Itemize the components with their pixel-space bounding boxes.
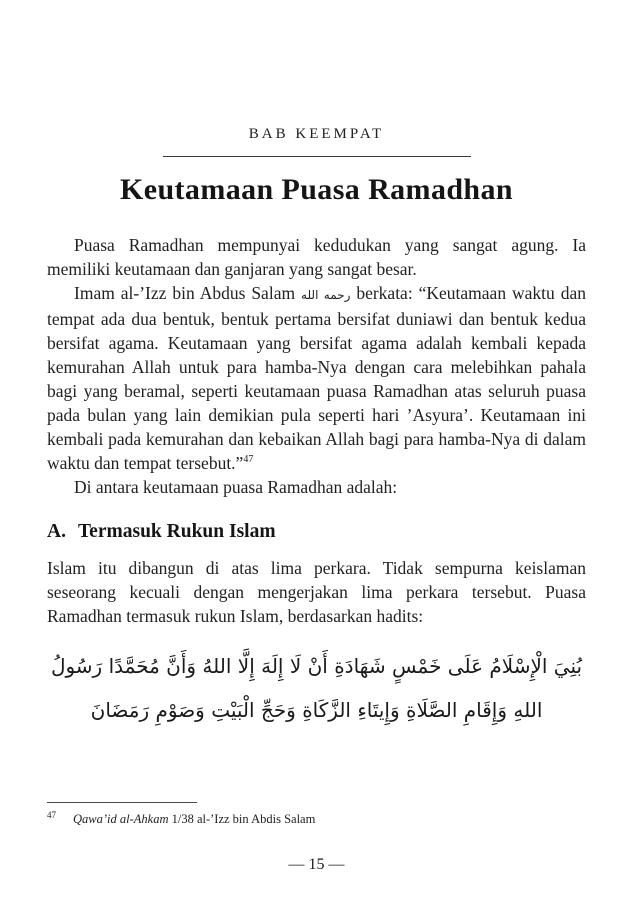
- section-letter: A.: [47, 521, 66, 542]
- chapter-divider-line: [163, 156, 471, 157]
- footnote-source-detail: 1/38 al-’Izz bin Abdis Salam: [168, 812, 316, 826]
- hadith-arabic-line-1: بُنِيَ الْإِسْلَامُ عَلَى خَمْسٍ شَهَادَةِ أَنْ لَا إِلَهَ إِلَّا اللهُ وَأَنَّ مُحَمَّدًا رَسُولُ: [50, 654, 583, 678]
- section-title: Termasuk Rukun Islam: [77, 521, 276, 542]
- paragraph-intro: Puasa Ramadhan mempunyai kedudukan yang sangat agung. Ia memiliki keutamaan dan ganjaran yang sangat besar.: [47, 235, 586, 279]
- page-footer: [47, 802, 586, 874]
- footnote-ref-marker: 47: [243, 454, 254, 466]
- paragraph-quote-text-body: berkata: “Keutamaan waktu dan tempat ada dua bentuk, bentuk pertama bersifat duniawi dan bentuk kedua bersifat agama. Keutamaan yang bersifat agama adalah kembali kepada kemurahan Allah untuk para hamba-Nya dengan cara melebihkan pahala bagi yang beramal, seperti keutamaan puasa Ramadhan atas seluruh puasa pada bulan yang lain demikian pula seperti hari ’Asyura’. Keutamaan ini kembali pada kemurahan dan kebaikan Allah bagi para hamba-Nya di dalam waktu dan tempat tersebut.”: [47, 283, 586, 473]
- footnote-source-title: Qawa’id al-Ahkam: [73, 812, 169, 826]
- page-number: — 15 —: [288, 856, 345, 873]
- footnote: [47, 811, 586, 828]
- rahimahullah-symbol: رحمه الله: [301, 288, 351, 302]
- hadith-arabic-text: [47, 644, 586, 732]
- section-heading: [47, 521, 586, 543]
- page-content: [47, 233, 586, 732]
- paragraph-lead-in: Di antara keutamaan puasa Ramadhan adalah:: [74, 477, 398, 497]
- paragraph-quote-text-start: Imam al-’Izz bin Abdus Salam: [74, 283, 302, 303]
- footnote-marker: 47: [47, 809, 56, 820]
- footnote-divider-line: [47, 802, 197, 803]
- paragraph-quote: [47, 281, 586, 475]
- hadith-arabic-line-2: اللهِ وَإِقَامِ الصَّلَاةِ وَإِيتَاءِ الزَّكَاةِ وَحَجِّ الْبَيْتِ وَصَوْمِ رَمَضَانَ: [90, 698, 543, 722]
- page-title: Keutamaan Puasa Ramadhan: [120, 173, 513, 206]
- section-paragraph: Islam itu dibangun di atas lima perkara. Tidak sempurna keislaman seseorang kecuali dengan mengerjakan lima perkara tersebut. Puasa Ramadhan termasuk rukun Islam, berdasarkan hadits:: [47, 558, 586, 626]
- chapter-label: BAB KEEMPAT: [248, 126, 385, 142]
